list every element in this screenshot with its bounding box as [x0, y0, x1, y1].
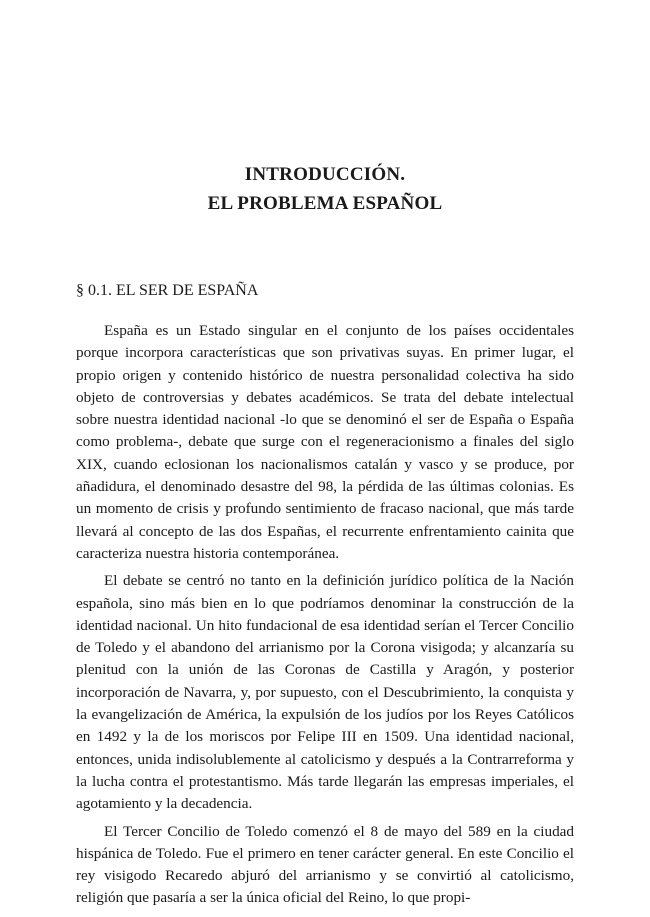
chapter-title: [0, 160, 650, 218]
paragraph-3: El Tercer Concilio de Toledo comenzó el 8 de mayo del 589 en la ciudad hispánica de Toledo. Fue el primero en tener carácter general. En este Concilio el rey visigodo Recaredo abjuró del arrianismo y se convirtió al catolicismo, religión que pasaría a ser la única oficial del Reino, lo que propi-: [76, 822, 574, 907]
chapter-title-line-2: EL PROBLEMA ESPAÑOL: [207, 193, 443, 214]
body-text: [76, 320, 574, 915]
chapter-title-line-1: INTRODUCCIÓN.: [244, 164, 406, 185]
section-heading: § 0.1. EL SER DE ESPAÑA: [76, 282, 259, 299]
paragraph-2: El debate se centró no tanto en la definición jurídico política de la Nación española, sino más bien en lo que podríamos denominar la construcción de la identidad nacional. Un hito fundacional de esa identidad serían el Tercer Concilio de Toledo y el abandono del arrianismo por la Corona visigoda; y alcanzaría su plenitud con la unión de las Coronas de Castilla y Aragón, y posterior incorporación de Navarra, y, por supuesto, con el Descubrimiento, la conquista y la evangelización de América, la expulsión de los judíos por los Reyes Católicos en 1492 y la de los moriscos por Felipe III en 1509. Una identidad nacional, entonces, unida indisolublemente al catolicismo y después a la Contrarreforma y la lucha contra el protestantismo. Más tarde llegarán las empresas imperiales, el agotamiento y la decadencia.: [76, 572, 574, 813]
paragraph-1: España es un Estado singular en el conjunto de los países occidentales porque incorpora características que son privativas suyas. En primer lugar, el propio origen y contenido histórico de nuestra personalidad colectiva ha sido objeto de controversias y debates académicos. Se trata del debate intelectual sobre nuestra identidad nacional -lo que se denominó el ser de España o España como problema-, debate que surge con el regeneracionismo a finales del siglo XIX, cuando eclosionan los nacionalismos catalán y vasco y se produce, por añadidura, el denominado desastre del 98, la pérdida de las últimas colonias. Es un momento de crisis y profundo sentimiento de fracaso nacional, que más tarde llevará al concepto de las dos Españas, el recurrente enfrentamiento cainita que caracteriza nuestra historia contemporánea.: [76, 322, 574, 562]
